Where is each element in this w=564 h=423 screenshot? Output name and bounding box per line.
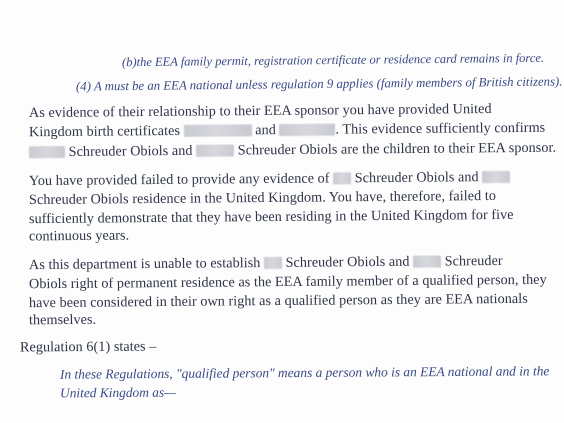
paragraph-1-line-3	[29, 141, 556, 160]
line-text: have been considered in their own right as a qualified person as they are EEA nationals	[28, 290, 528, 312]
line-text: continuous years.	[28, 227, 130, 245]
regulation-quote-line-2	[60, 386, 176, 400]
regulation-quote-line-1	[60, 364, 549, 381]
line-text: Schreuder Obiols and	[281, 253, 414, 271]
line-text: Obiols right of permanent residence as the EEA family member of a qualified person, they	[28, 271, 547, 293]
line-text: themselves.	[28, 311, 97, 329]
redacted-name	[413, 255, 441, 267]
paragraph-2-line-1	[29, 170, 510, 188]
line-text: In these Regulations, "qualified person" means a person who is an EEA national and in the	[59, 363, 550, 382]
redacted-name	[264, 257, 282, 269]
line-text: As evidence of their relationship to their EEA sponsor you have provided United	[28, 100, 492, 122]
line-text: . This evidence sufficiently confirms	[335, 119, 546, 138]
redacted-name	[29, 146, 65, 158]
paragraph-3-line-2	[29, 273, 547, 292]
regulation-heading	[20, 340, 156, 355]
paragraph-3-line-4	[29, 313, 96, 328]
redacted-name	[482, 171, 510, 183]
paragraph-2-line-2	[29, 189, 496, 207]
line-text: Schreuder Obiols and	[351, 169, 483, 187]
paragraph-1-line-2	[29, 121, 545, 140]
regulation-subclause-b	[122, 52, 544, 69]
line-text: (4) A must be an EEA national unless regulation 9 applies (family members of British citizens).	[75, 74, 563, 94]
line-text: As this department is unable to establish	[28, 255, 265, 274]
redacted-name	[333, 172, 351, 184]
paragraph-3-line-1	[29, 254, 503, 272]
paragraph-2-line-4	[29, 229, 129, 244]
paragraph-3-line-3	[29, 292, 528, 311]
line-text: United Kingdom as—	[59, 384, 177, 401]
redacted-name	[184, 124, 252, 137]
regulation-subclause-4	[76, 75, 563, 93]
line-text: Kingdom birth certificates	[28, 122, 184, 141]
line-text: and	[251, 122, 280, 139]
line-text: Schreuder	[441, 252, 503, 270]
line-text: You have provided failed to provide any evidence of	[28, 170, 334, 190]
line-text: (b)the EEA family permit, registration certificate or residence card remains in force.	[121, 50, 545, 70]
line-text: Regulation 6(1) states –	[19, 338, 157, 356]
line-text: sufficiently demonstrate that they have been residing in the United Kingdom for five	[28, 206, 514, 228]
paragraph-2-line-3	[29, 208, 514, 226]
redacted-name	[196, 145, 234, 157]
line-text: Schreuder Obiols residence in the United Kingdom. You have, therefore, failed to	[28, 187, 497, 209]
redacted-name	[279, 124, 335, 136]
line-text: Schreuder Obiols and	[64, 142, 197, 160]
paragraph-1-line-1	[29, 102, 492, 120]
line-text: Schreuder Obiols are the children to their EEA sponsor.	[234, 139, 557, 159]
